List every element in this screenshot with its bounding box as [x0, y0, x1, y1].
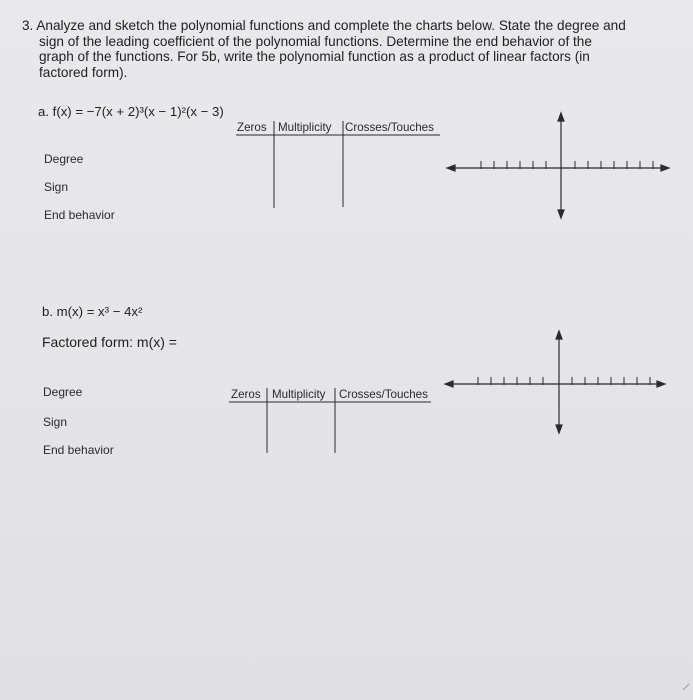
- instruction-line-2: sign of the leading coefficient of the polynomial functions. Determine the end behavior of the: [39, 33, 592, 49]
- part-a-function: a. f(x) = −7(x + 2)³(x − 1)²(x − 3): [38, 104, 224, 119]
- instruction-line-1: 3. Analyze and sketch the polynomial functions and complete the charts below. State the degree and: [22, 18, 626, 33]
- part-a-y-axis-down-arrow-icon: [558, 210, 564, 218]
- part-b-header-multiplicity: Multiplicity: [272, 388, 326, 401]
- part-b-x-axis-left-arrow-icon: [445, 381, 453, 387]
- part-a-x-axis-right-arrow-icon: [661, 165, 669, 171]
- part-a-sign-label: Sign: [44, 180, 69, 194]
- part-b-degree-label: Degree: [43, 385, 83, 399]
- part-b-y-axis-down-arrow-icon: [556, 425, 562, 433]
- part-b-header-zeros: Zeros: [231, 388, 261, 401]
- part-a-degree-label: Degree: [44, 152, 84, 166]
- part-a-x-axis-left-arrow-icon: [447, 165, 455, 171]
- part-a-y-axis-up-arrow-icon: [558, 113, 564, 121]
- part-a-header-crosses-touches: Crosses/Touches: [345, 121, 434, 134]
- part-a-header-zeros: Zeros: [237, 121, 267, 134]
- part-b-factored-form: Factored form: m(x) =: [42, 334, 177, 350]
- part-b-y-axis-up-arrow-icon: [556, 331, 562, 339]
- part-b-table-rules: [229, 388, 431, 453]
- part-b-function: b. m(x) = x³ − 4x²: [42, 304, 143, 319]
- part-b-sign-label: Sign: [43, 415, 68, 429]
- part-a-table-rules: [236, 121, 440, 208]
- part-b-header-crosses-touches: Crosses/Touches: [339, 388, 428, 401]
- part-b-coordinate-axes: [445, 331, 665, 433]
- part-a-coordinate-axes: [447, 113, 669, 218]
- corner-mark: [683, 684, 689, 690]
- instruction-line-3: graph of the functions. For 5b, write the polynomial function as a product of linear factors (in: [39, 49, 590, 64]
- part-b-end-behavior-label: End behavior: [43, 443, 114, 457]
- part-a-end-behavior-label: End behavior: [44, 208, 115, 222]
- instruction-line-4: factored form).: [39, 64, 128, 80]
- part-b-x-axis-right-arrow-icon: [657, 381, 665, 387]
- part-a-header-multiplicity: Multiplicity: [278, 121, 332, 134]
